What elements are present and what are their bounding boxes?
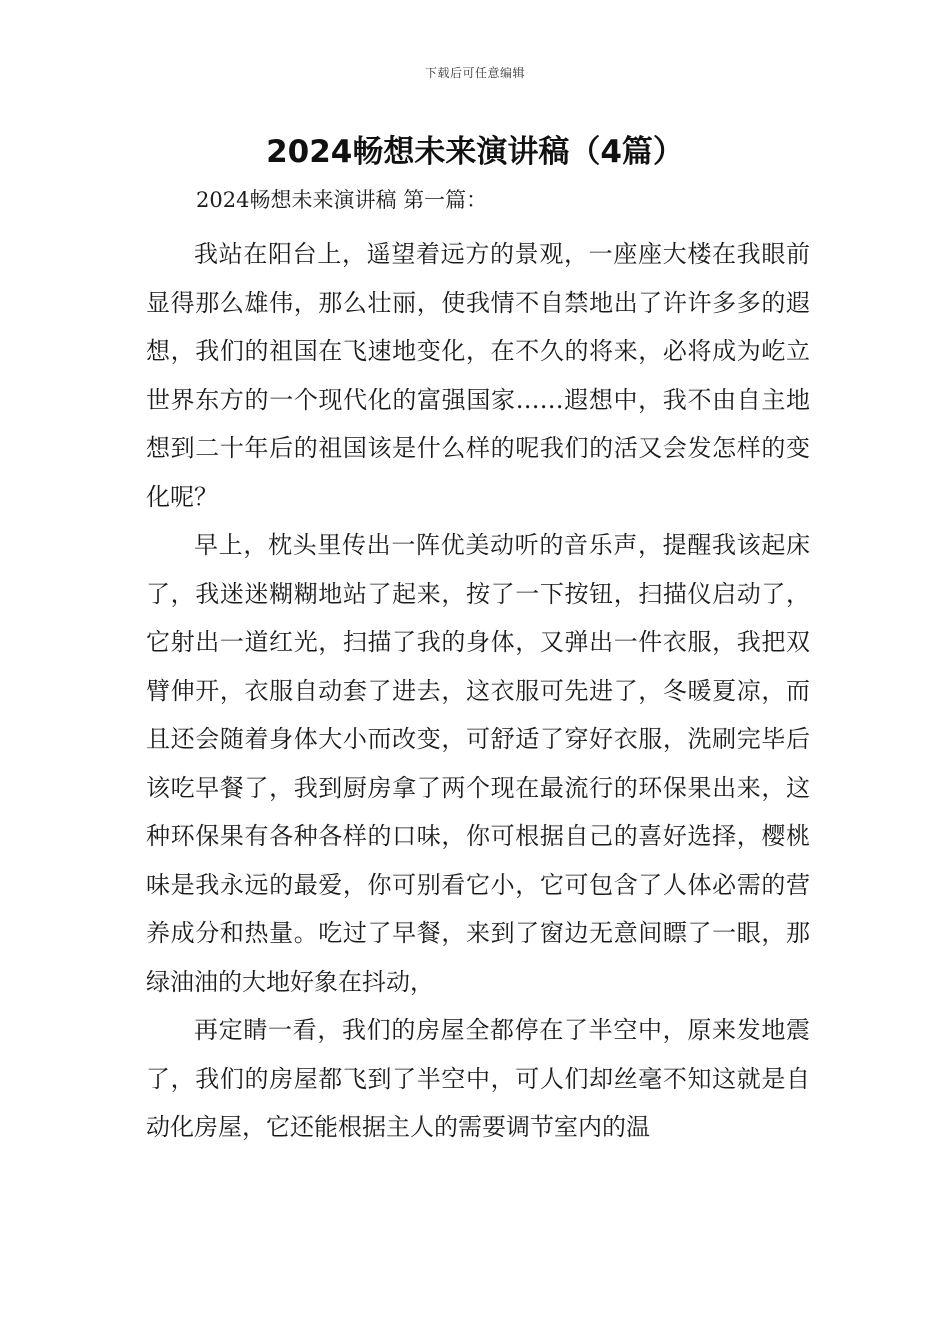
paragraph-2: 早上，枕头里传出一阵优美动听的音乐声，提醒我该起床了，我迷迷糊糊地站了起来，按了一下按钮，扫描仪启动了，它射出一道红光，扫描了我的身体，又弹出一件衣服，我把双臂伸开，衣服自动套了进去，这衣服可先进了，冬暖夏凉，而且还会随着身体大小而改变，可舒适了穿好衣服，洗刷完毕后该吃早餐了，我到厨房拿了两个现在最流行的环保果出来，这种环保果有各种各样的口味，你可根据自己的喜好选择，樱桃味是我永远的最爱，你可别看它小，它可包含了人体必需的营养成分和热量。吃过了早餐，来到了窗边无意间瞟了一眼，那绿油油的大地好象在抖动， [146,531,810,996]
body-text [146,230,810,1152]
paragraph-1: 我站在阳台上，遥望着远方的景观，一座座大楼在我眼前显得那么雄伟，那么壮丽，使我情不自禁地出了许许多多的遐想，我们的祖国在飞速地变化，在不久的将来，必将成为屹立世界东方的一个现代化的富强国家……遐想中，我不由自主地想到二十年后的祖国该是什么样的呢我们的活又会发怎样的变化呢？ [146,240,810,511]
section-subtitle: 2024畅想未来演讲稿 第一篇： [196,188,488,212]
paragraph-3: 再定睛一看，我们的房屋全都停在了半空中，原来发地震了，我们的房屋都飞到了半空中，可人们却丝毫不知这就是自动化房屋，它还能根据主人的需要调节室内的温 [146,1016,810,1141]
document-title: 2024畅想未来演讲稿（4篇） [266,134,684,170]
header-note: 下载后可任意编辑 [424,66,525,80]
